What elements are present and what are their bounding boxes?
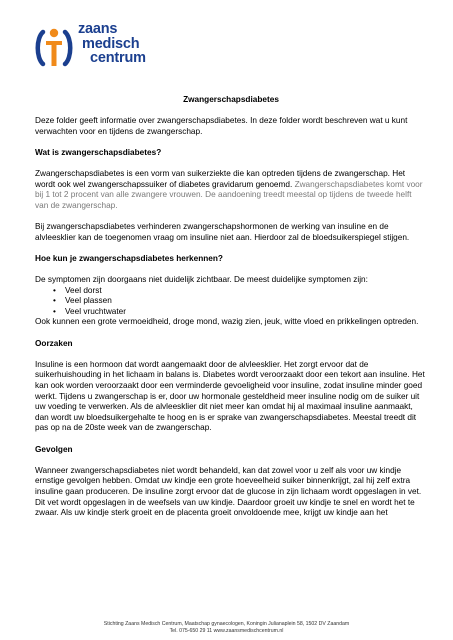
logo-line-medisch: medisch	[82, 35, 140, 52]
list-item: • Veel vruchtwater	[35, 307, 427, 318]
hospital-logo-icon	[34, 24, 74, 72]
footer-contact: Tel. 075-650 29 11 www.zaansmedischcentrum.nl	[169, 627, 284, 634]
section1-text-a: Zwangerschapsdiabetes is een vorm van suikerziekte die kan optreden tijdens de zwangerschap. Het wordt ook wel zwangerschapssuiker of diabetes gravidarum genoemd.	[35, 169, 406, 189]
section-heading-oorzaken: Oorzaken	[35, 338, 73, 348]
symptoms-list	[35, 286, 427, 318]
list-item: • Veel plassen	[35, 296, 427, 307]
section2-paragraph-2: Ook kunnen een grote vermoeidheid, droge mond, wazig zien, jeuk, witte vloed en prikkelingen optreden.	[35, 317, 419, 327]
section2-paragraph-1: De symptomen zijn doorgaans niet duidelijk zichtbaar. De meest duidelijke symptomen zijn:	[35, 275, 368, 285]
section-heading-herkennen: Hoe kun je zwangerschapsdiabetes herkennen?	[35, 253, 223, 263]
section1-paragraph-1	[35, 169, 427, 211]
section1-text-b-grey: Zwangerschapsdiabetes komt voor bij 1 tot 2 procent van alle zwangere vrouwen. De aandoening treedt meestal op tijdens de tweede helft van de zwangerschap.	[35, 179, 423, 210]
logo-line-zaans: zaans	[78, 21, 118, 37]
logo-line-centrum: centrum	[90, 50, 146, 66]
logo-wordmark	[78, 22, 146, 66]
section-heading-wat-is: Wat is zwangerschapsdiabetes?	[35, 147, 162, 157]
document-title: Zwangerschapsdiabetes	[183, 95, 279, 104]
footer-address: Stichting Zaans Medisch Centrum, Maatschap gynaecologen, Koningin Julianaplein 58, 1502 DV Zaandam	[103, 621, 350, 627]
section-heading-gevolgen: Gevolgen	[35, 444, 73, 454]
document-body	[35, 95, 427, 529]
list-item: • Veel dorst	[35, 286, 427, 297]
intro-paragraph: Deze folder geeft informatie over zwangerschapsdiabetes. In deze folder wordt beschreven wat u kunt verwachten voor en tijdens de zwangerschap.	[35, 116, 408, 136]
section1-paragraph-2: Bij zwangerschapsdiabetes verhinderen zwangerschapshormonen de werking van insuline en de alvleesklier kan de toegenomen vraag om insuline niet aan. Hierdoor zal de bloedsuikerspiegel stijgen.	[35, 222, 410, 242]
page-footer	[0, 621, 453, 634]
zaans-medisch-centrum-logo	[34, 22, 179, 80]
section4-paragraph-1: Wanneer zwangerschapsdiabetes niet wordt behandeld, kan dat zowel voor u zelf als voor uw kindje ernstige gevolgen hebben. Omdat uw kindje een grote hoeveelheid suiker binnenkrijgt, zal hij zelf extra insuline gaan produceren. De insuline zorgt ervoor dat de glucose in zijn lichaam wordt opgeslagen in vet. Dit vet wordt opgeslagen in de weefsels van uw kindje. Daardoor groeit uw kindje te snel en wordt het te zwaar. Als uw kindje sterk groeit en de placenta groeit onvoldoende mee, krijgt uw kindje aan het	[35, 465, 422, 518]
section3-paragraph-1: Insuline is een hormoon dat wordt aangemaakt door de alvleesklier. Het zorgt ervoor dat de suikerhuishouding in het lichaam in balans is. Diabetes wordt veroorzaakt door een tekort aan insuline. Het kan ook worden veroorzaakt door een verminderde gevoeligheid voor insuline, zodat insuline minder goed werkt. Tijdens u zwangerschap is er, door uw hormonale gesteldheid meer insuline nodig om de suiker uit uw voeding te verwerken. Als de alvleesklier dit niet meer kan omdat hij al maximaal insuline aanmaakt, dan wordt uw bloedsuikergehalte te hoog en is er sprake van zwangerschapsdiabetes. Meestal treedt dit pas op na de 20ste week van de zwangerschap.	[35, 359, 425, 433]
